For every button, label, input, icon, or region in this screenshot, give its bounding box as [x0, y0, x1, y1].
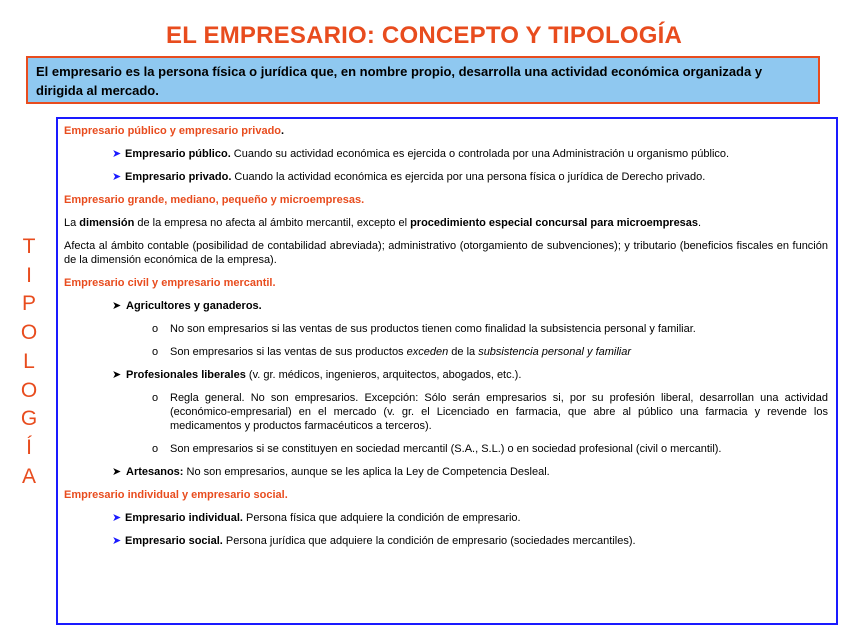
- circle-bullet-icon: o: [152, 346, 159, 358]
- arrowhead-bullet-icon: ➤: [112, 369, 122, 381]
- sub-list-item: o Son empresarios si se constituyen en sociedad mercantil (S.A., S.L.) o en sociedad profesional (civil o mercantil).: [152, 443, 722, 455]
- list-item: ➤ Empresario social. Persona jurídica que adquiere la condición de empresario (sociedades mercantiles).: [112, 535, 636, 547]
- arrowhead-bullet-icon: ➤: [112, 300, 122, 312]
- paragraph-dimension: La dimensión de la empresa no afecta al ámbito mercantil, excepto el procedimiento especial concursal para microempresas.: [64, 217, 702, 229]
- list-item: ➤ Empresario privado. Cuando la actividad económica es ejercida por una persona física o jurídica de Derecho privado.: [112, 171, 706, 183]
- circle-bullet-icon: o: [152, 323, 159, 335]
- list-item: ➤ Agricultores y ganaderos.: [112, 300, 262, 312]
- section-heading-size: Empresario grande, mediano, pequeño y microempresas.: [64, 194, 365, 206]
- side-label-tipologia: [16, 233, 42, 491]
- page-title: EL EMPRESARIO: CONCEPTO Y TIPOLOGÍA: [166, 22, 682, 49]
- arrowhead-bullet-icon: ➤: [112, 148, 122, 160]
- side-letter: O: [20, 321, 38, 345]
- sub-list-item: o Regla general. No son empresarios. Excepción: Sólo serán empresarios si, por su profesión liberal, desarrollan una actividad (económico-empresarial) en el mercado (v. gr. el Licenciado en farmacia, que abre al público una farmacia y revende los medicamentos y productos farmacéuticos a terceros).: [152, 392, 828, 432]
- side-letter: A: [21, 464, 36, 488]
- definition-box: El empresario es la persona física o jurídica que, en nombre propio, desarrolla una actividad económica organizada y dirigida al mercado.: [26, 56, 820, 104]
- sub-list-item: o Son empresarios si las ventas de sus productos exceden de la subsistencia personal y familiar: [152, 346, 632, 358]
- section-heading-individual-social: Empresario individual y empresario social.: [64, 489, 288, 501]
- section-heading-public-private: Empresario público y empresario privado.: [64, 125, 285, 137]
- circle-bullet-icon: o: [152, 443, 159, 455]
- list-item: ➤ Empresario individual. Persona física que adquiere la condición de empresario.: [112, 512, 521, 524]
- section-heading-civil-mercantil: Empresario civil y empresario mercantil.: [64, 277, 276, 289]
- side-letter: G: [20, 407, 38, 431]
- side-letter: T: [22, 235, 36, 258]
- circle-bullet-icon: o: [152, 392, 159, 404]
- arrowhead-bullet-icon: ➤: [112, 171, 122, 183]
- list-item: ➤ Artesanos: No son empresarios, aunque se les aplica la Ley de Competencia Desleal.: [112, 466, 550, 478]
- side-letter: P: [21, 292, 36, 316]
- side-letter: I: [26, 263, 32, 287]
- list-item: ➤ Empresario público. Cuando su actividad económica es ejercida o controlada por una Administración u organismo público.: [112, 148, 730, 160]
- side-letter: Í: [26, 435, 32, 459]
- paragraph-ambitos: Afecta al ámbito contable (posibilidad de contabilidad abreviada); administrativo (otorgamiento de subvenciones); y tributario (beneficios fiscales en función de la dimensión económica de la empresa).: [64, 240, 828, 266]
- arrowhead-bullet-icon: ➤: [112, 535, 122, 547]
- arrowhead-bullet-icon: ➤: [112, 512, 122, 524]
- arrowhead-bullet-icon: ➤: [112, 466, 122, 478]
- typology-panel: [56, 117, 838, 625]
- sub-list-item: o No son empresarios si las ventas de sus productos tienen como finalidad la subsistencia personal y familiar.: [152, 323, 696, 335]
- side-letter: O: [20, 378, 38, 402]
- side-letter: L: [23, 349, 35, 373]
- list-item: ➤ Profesionales liberales (v. gr. médicos, ingenieros, arquitectos, abogados, etc.).: [112, 369, 522, 381]
